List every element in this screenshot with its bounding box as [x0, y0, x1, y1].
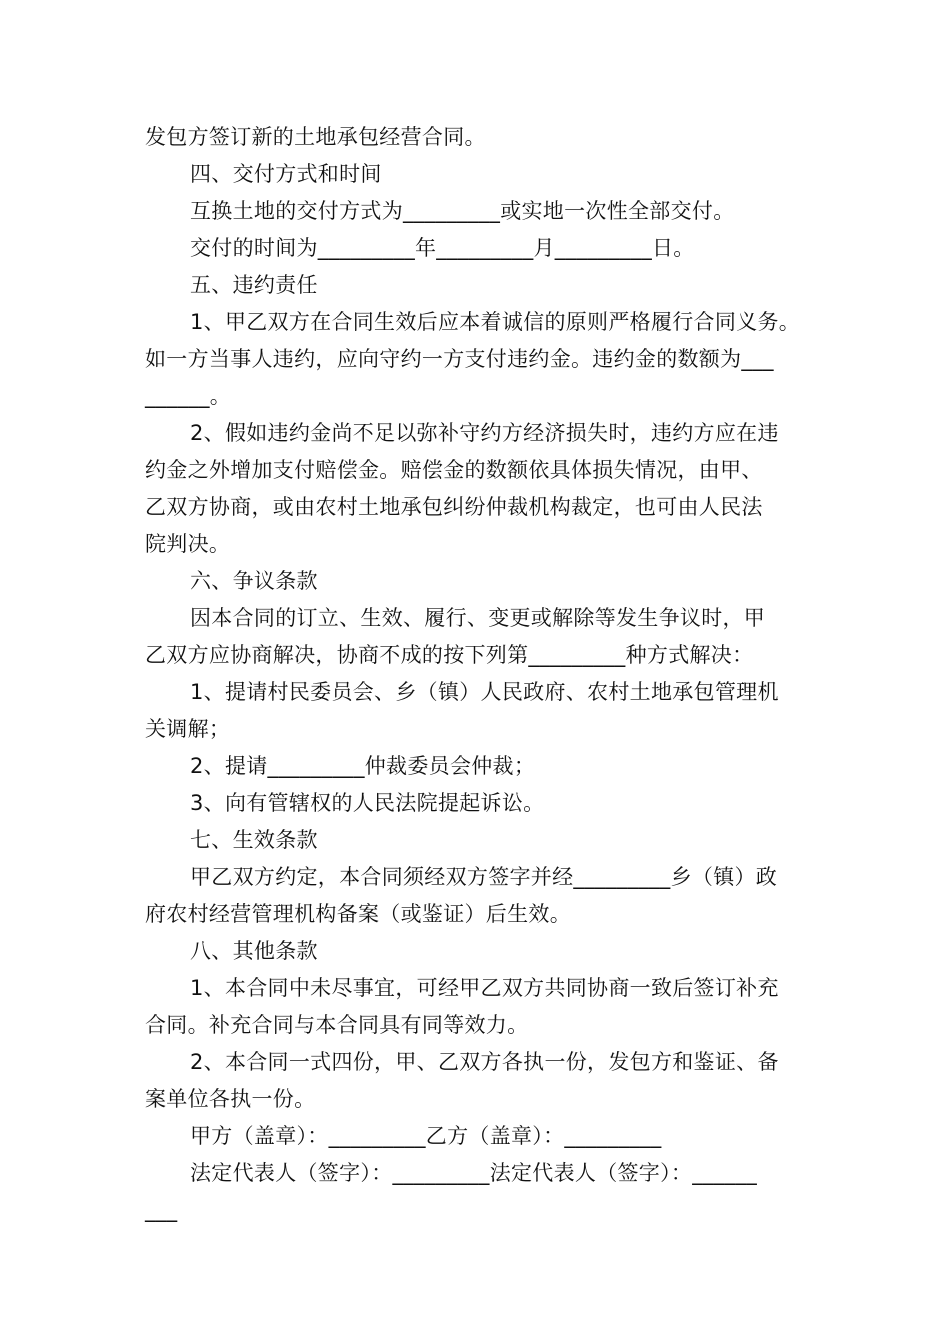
section-heading-other: 八、其他条款: [190, 939, 318, 963]
text-line: 关调解；: [145, 717, 231, 741]
text-line: 1、甲乙双方在合同生效后应本着诚信的原则严格履行合同义务。: [190, 310, 801, 334]
section-heading-dispute: 六、争议条款: [190, 569, 318, 593]
section-heading-breach: 五、违约责任: [190, 273, 318, 297]
text-line: 2、本合同一式四份，甲、乙双方各执一份，发包方和鉴证、备: [190, 1050, 779, 1074]
text-line: ______。: [145, 384, 232, 408]
text-line: 1、提请村民委员会、乡（镇）人民政府、农村土地承包管理机: [190, 680, 779, 704]
section-heading-effect: 七、生效条款: [190, 828, 318, 852]
text-line: 乙双方协商，或由农村土地承包纠纷仲裁机构裁定，也可由人民法: [145, 495, 763, 519]
text-line: 院判决。: [145, 532, 231, 556]
text-line: 1、本合同中未尽事宜，可经甲乙双方共同协商一致后签订补充: [190, 976, 779, 1000]
text-line: 合同。补充合同与本合同具有同等效力。: [145, 1013, 529, 1037]
text-line: 府农村经营管理机构备案（或鉴证）后生效。: [145, 902, 571, 926]
text-line: 互换土地的交付方式为_________或实地一次性全部交付。: [190, 199, 735, 223]
section-heading-delivery: 四、交付方式和时间: [190, 162, 382, 186]
text-line: 约金之外增加支付赔偿金。赔偿金的数额依具体损失情况，由甲、: [145, 458, 763, 482]
text-line: 如一方当事人违约，应向守约一方支付违约金。违约金的数额为___: [145, 347, 774, 371]
text-line: 乙双方应协商解决，协商不成的按下列第_________种方式解决：: [145, 643, 754, 667]
text-line: 2、提请_________仲裁委员会仲裁；: [190, 754, 536, 778]
text-line: 因本合同的订立、生效、履行、变更或解除等发生争议时，甲: [190, 606, 766, 630]
text-line: 发包方签订新的土地承包经营合同。: [145, 125, 486, 149]
text-line: 2、假如违约金尚不足以弥补守约方经济损失时，违约方应在违: [190, 421, 779, 445]
text-line: 3、向有管辖权的人民法院提起诉讼。: [190, 791, 545, 815]
text-line: ___: [145, 1198, 178, 1222]
text-line: 交付的时间为_________年_________月_________日。: [190, 236, 695, 260]
signature-line-seal: 甲方（盖章）：_________乙方（盖章）：_________: [190, 1124, 662, 1148]
text-line: 甲乙双方约定，本合同须经双方签字并经_________乡（镇）政: [190, 865, 778, 889]
text-line: 案单位各执一份。: [145, 1087, 316, 1111]
signature-line-representative: 法定代表人（签字）：_________法定代表人（签字）：______: [190, 1161, 757, 1185]
